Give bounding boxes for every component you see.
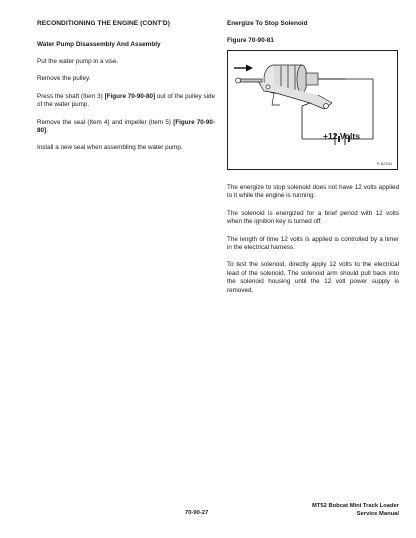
product-name: MT52 Bobcat Mini Track Loader	[312, 503, 399, 509]
right-column	[227, 20, 399, 304]
subsection-title: Energize To Stop Solenoid	[227, 20, 308, 27]
solenoid-figure	[227, 50, 398, 170]
manual-name: Service Manual	[356, 511, 399, 517]
solenoid-illustration	[228, 51, 399, 171]
subsection-title: Water Pump Disassembly And Assembly	[37, 41, 161, 48]
paragraph-vise: Put the water pump in a vise.	[37, 58, 119, 65]
paragraph-pulley: Remove the pulley.	[37, 75, 91, 83]
figure-reference: [Figure 70-90-80]	[37, 118, 216, 135]
voltage-label: +12 Volts	[323, 131, 360, 141]
paragraph-solenoid-running: The energize to stop solenoid does not have 12 volts applied to it while the engine is running.	[227, 184, 399, 200]
paragraph-solenoid-energized: The solenoid is energized for a brief period with 12 volts when the ignition key is turned off.	[227, 209, 399, 226]
direction-arrow-icon	[234, 65, 253, 72]
paragraph-timer: The length of time 12 volts is applied is controlled by a timer in the electrical harness.	[227, 235, 399, 252]
footer-title	[312, 502, 399, 518]
solenoid-icon	[236, 65, 347, 109]
figure-reference: [Figure 70-90-80]	[104, 92, 156, 100]
paragraph-seal: Remove the seal (Item 4) and impeller (Item 5) [Figure 70-90-80].	[37, 118, 216, 135]
paragraph-shaft: Press the shaft (Item 3) [Figure 70-90-80] out of the pulley side of the water pump.	[37, 92, 216, 109]
paragraph-test: To test the solenoid, directly apply 12 volts to the electrical lead of the solenoid. The solenoid arm should pull back into the solenoid housing until the 12 volt power supply is removed.	[227, 261, 399, 294]
section-title: RECONDITIONING THE ENGINE (CONT'D)	[37, 20, 170, 27]
page-number: 70-90-27	[185, 510, 209, 516]
figure-label: Figure 70-90-81	[227, 37, 274, 44]
left-column	[37, 20, 215, 162]
figure-id: P-62154	[376, 161, 392, 166]
wiring-diagram	[302, 79, 373, 139]
paragraph-new-seal: Install a new seal when assembling the water pump.	[37, 144, 183, 152]
